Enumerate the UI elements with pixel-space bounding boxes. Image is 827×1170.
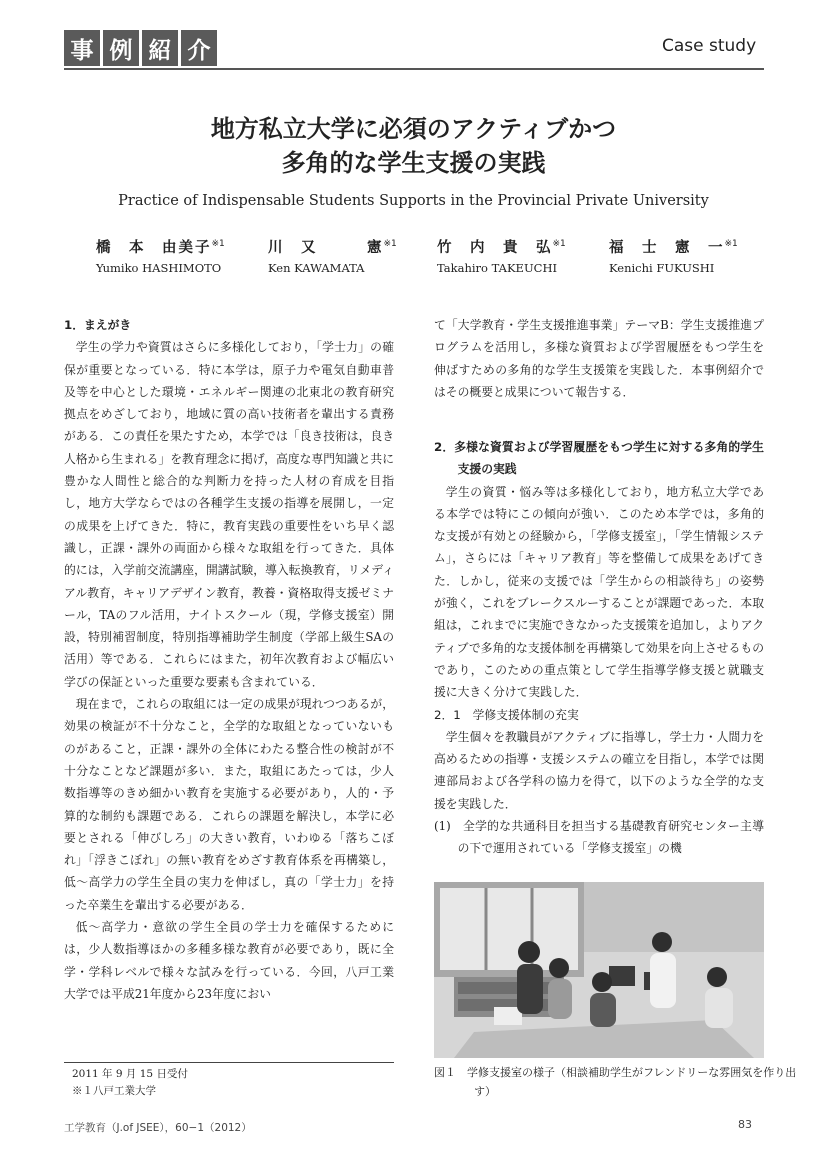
author-name-jp: 川 又 憲	[268, 240, 384, 256]
body-paragraph: 低～高学力・意欲の学生全員の学士力を確保するためには，少人数指導ほかの多種多様な教育が必要であり，既に全学・学科レベルで様々な試みを行っている．今回，八戸工業大学では平成21年度から23年度におい	[64, 920, 394, 1001]
author-name-en: Takahiro TAKEUCHI	[437, 261, 558, 275]
badge-char: 例	[103, 30, 139, 66]
journal-citation: 工学教育（J.of JSEE），60−1（2012）	[64, 1122, 252, 1134]
body-paragraph: 学生の学力や資質はさらに多様化しており，「学士力」の確保が重要となっている．特に本学は，原子力や電気自動車普及等を中心とした環境・エネルギー関連の北東北の教育研究拠点をめざしており，地域に質の高い技術者を輩出する責務がある．この責任を果たすため，本学では「良き技術は，良き人格から生まれる」を教育理念に掲げ，高度な専門知識と共に豊かな人間性と総合的な判断力を持った人材の育成を目指し，地方大学ならではの各種学生支援の指導を展開し，一定の成果を上げてきた．特に，教育実践の重要性をいち早く認識し，正課・課外の両面から様々な取組を行ってきた．具体的には，入学前交流講座，開講試験，導入転換教育，リメディアル教育，キャリアデザイン教育，教養・資格取得支援ゼミナール，TAのフル活用，ナイトスクール（現，学修支援室）開設，特別補習制度，特別指導補助学生制度（学部上級生SAの活用）等である．これらにはまた，初年次教育および幅広い学びの保証といった重要な要素も含まれている．	[64, 340, 394, 689]
body-paragraph: て「大学教育・学生支援推進事業」テーマB：学生支援推進プログラムを活用し，多様な資質および学習履歴をもつ学生を伸ばすための多角的な学生支援策を実践した．本事例紹介ではその概要と成果について報告する．	[434, 318, 764, 399]
left-column	[64, 314, 394, 1005]
author-mark: ※1	[724, 239, 738, 250]
author-mark: ※1	[552, 239, 566, 250]
section-2-heading	[434, 436, 764, 481]
author-mark: ※1	[211, 239, 225, 250]
article-type-badge	[64, 30, 217, 66]
badge-char: 介	[181, 30, 217, 66]
right-column-top	[434, 314, 764, 403]
received-date: 2011 年 9 月 15 日受付	[72, 1068, 188, 1080]
footnote	[72, 1066, 188, 1100]
section-2-number: 2．	[434, 440, 455, 454]
badge-char: 紹	[142, 30, 178, 66]
author-affiliation: ※１八戸工業大学	[72, 1085, 156, 1097]
body-paragraph: 学生個々を教職員がアクティブに指導し，学士力・人間力を高めるための指導・支援システムの確立を目指し，本学では関連部局および各学科の協力を得て，以下のような全学的な支援を実践した．	[434, 729, 764, 811]
body-paragraph: 学生の資質・悩み等は多様化しており，地方私立大学である本学では特にこの傾向が強い．このため本学では，多角的な支援が有効との経験から，「学修支援室」，「学生情報システム」，さらには「キャリア教育」等を整備して成果をあげてきた．しかし，従来の支援では「学生からの相談待ち」の姿勢が強く，これをブレークスルーすることが課題であった．本取組は，これまでに実施できなかった支援策を追加し，よりアクティブで多角的な支援体制を再構築して効果を向上させるものであり，このための重点策として学生指導学修支援と就職支援に大きく分けて実践した．	[434, 484, 764, 700]
list-item: (1) 全学的な共通科目を担当する基礎教育研究センター主導の下で運用されている「学修支援室」の機	[434, 819, 764, 856]
author-name-jp: 橋 本 由美子	[96, 240, 212, 256]
footnote-rule	[64, 1062, 394, 1063]
figure-photo	[434, 882, 764, 1058]
author-4	[609, 236, 779, 275]
badge-char: 事	[64, 30, 100, 66]
photo-illustration	[434, 882, 764, 1058]
author-name-en: Kenichi FUKUSHI	[609, 261, 715, 275]
title-line-2: 多角的な学生支援の実践	[281, 149, 546, 177]
author-mark: ※1	[383, 239, 397, 250]
page-number: 83	[738, 1118, 752, 1131]
section-2-text: 多様な資質および学習履歴をもつ学生に対する多角的学生支援の実践	[454, 440, 764, 477]
body-paragraph: 現在まで，これらの取組には一定の成果が現れつつあるが，効果の検証が不十分なこと，全学的な取組となっていないものがあること，正課・課外の全体にわたる整合性の検討が不十分なことなど課題が多い．また，取組にあたっては，少人数指導等のきめ細かい教育を実施する必要があり，人的・予算的な制約も課題である．これらの課題を解決し，本学に必要とされる「伸びしろ」の大きい教育，いわゆる「落ちこぼれ」「浮きこぼれ」の無い教育をめざす教育体系を再構築し，低～高学力の学生全員の実力を伸ばし，真の「学士力」を持った卒業生を輩出する必要がある．	[64, 697, 394, 912]
subsection-heading: 2．1 学修支援体制の充実	[434, 707, 579, 722]
header-section-label: Case study	[662, 36, 757, 56]
author-name-jp: 竹 内 貴 弘	[437, 240, 553, 256]
section-1-heading: 1．まえがき	[64, 318, 132, 332]
title-line-1: 地方私立大学に必須のアクティブかつ	[210, 115, 617, 143]
author-1	[96, 236, 266, 275]
author-name-en: Yumiko HASHIMOTO	[96, 261, 222, 275]
author-name-jp: 福 士 憲 一	[609, 240, 725, 256]
header-rule	[64, 68, 764, 70]
author-3	[437, 236, 607, 275]
english-title: Practice of Indispensable Students Supports in the Provincial Private University	[118, 193, 709, 209]
figure-caption: 図１ 学修支援室の様子（相談補助学生がフレンドリーな雰囲気を作り出す）	[434, 1066, 797, 1098]
right-column	[434, 436, 764, 860]
author-name-en: Ken KAWAMATA	[268, 261, 365, 275]
article-title	[0, 112, 827, 180]
author-2	[268, 236, 438, 275]
